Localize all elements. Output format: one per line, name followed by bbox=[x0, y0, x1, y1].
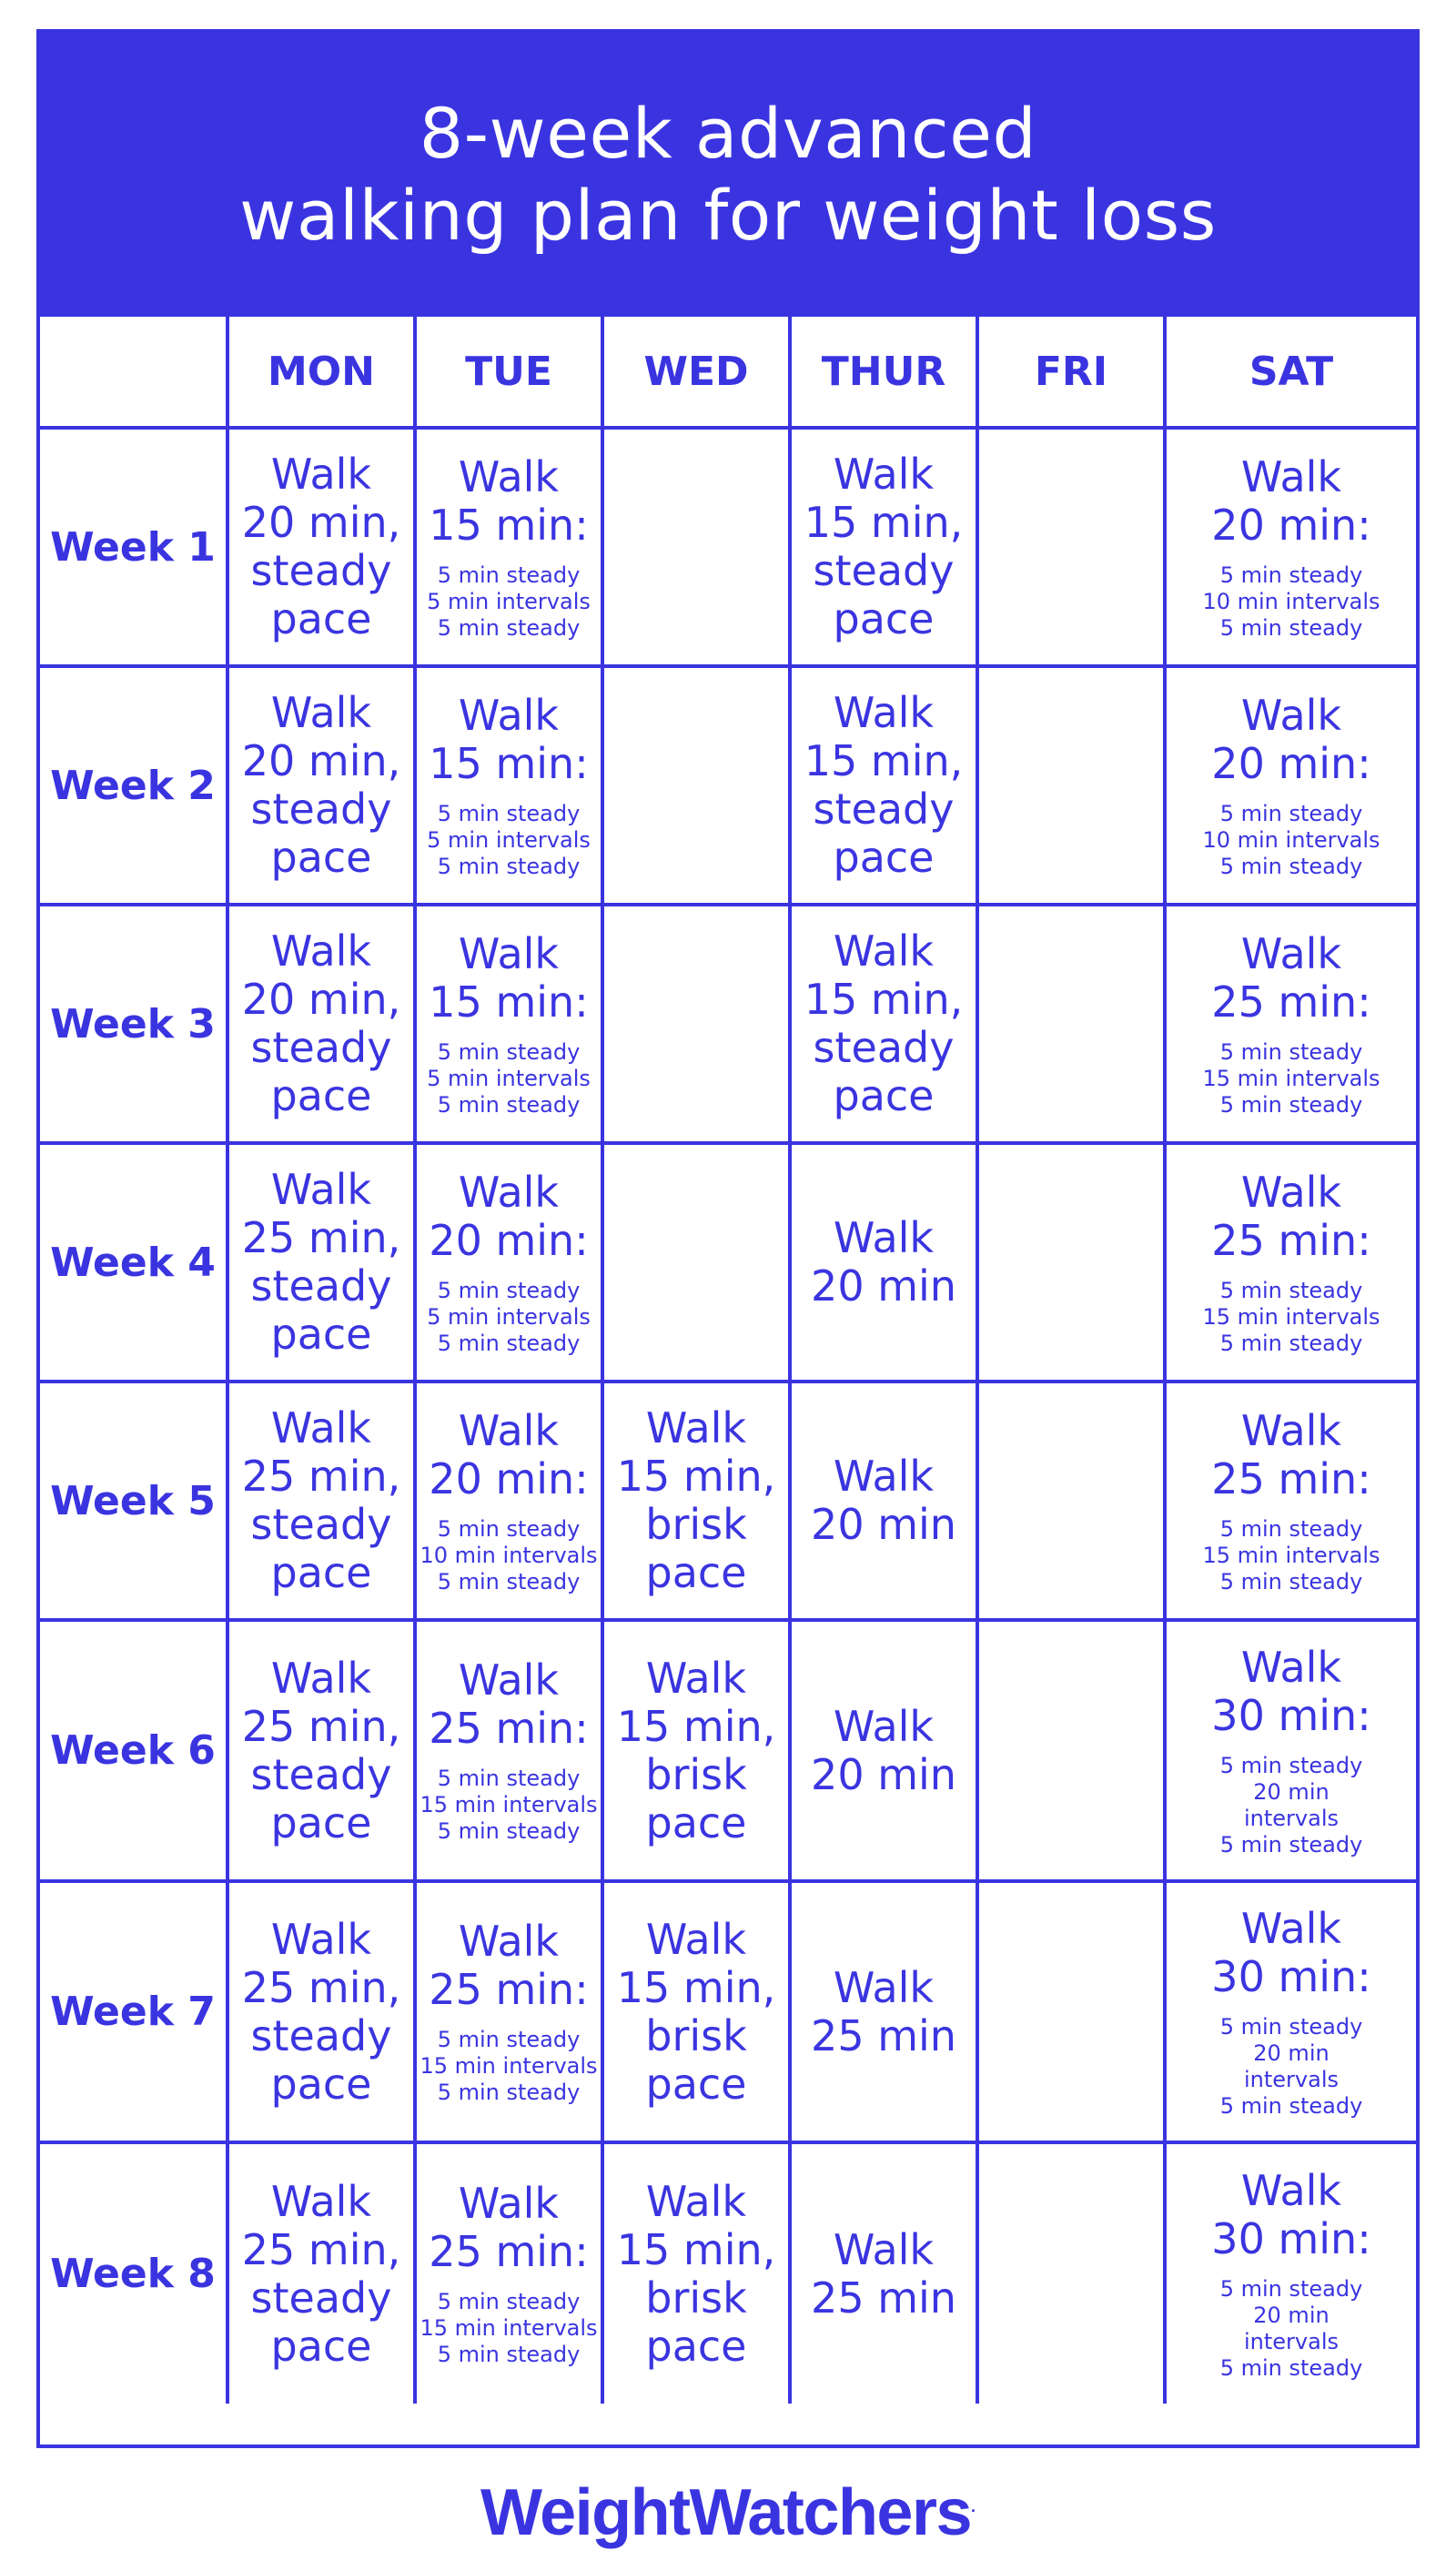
workout-summary: Walk 15 min, steady pace bbox=[804, 450, 964, 643]
workout-summary: Walk 20 min, steady pace bbox=[241, 926, 401, 1120]
day-header-wed: WED bbox=[602, 317, 790, 428]
workout-breakdown: 5 min steady 5 min intervals 5 min steady bbox=[427, 800, 591, 879]
week-row-5 bbox=[40, 1382, 1416, 1620]
cell-content bbox=[792, 1703, 976, 1799]
workout-summary: Walk 20 min: bbox=[1211, 690, 1371, 788]
cell-content bbox=[604, 1916, 788, 2109]
cell-content bbox=[604, 2178, 788, 2371]
cell-week7-fri bbox=[977, 1881, 1165, 2142]
cell-week6-mon bbox=[228, 1620, 415, 1881]
cell-week2-tue bbox=[415, 666, 602, 905]
week-row-3 bbox=[40, 905, 1416, 1143]
title-line-1: 8-week advanced bbox=[419, 93, 1037, 174]
cell-week3-fri bbox=[977, 905, 1165, 1143]
cell-week1-tue bbox=[415, 428, 602, 666]
cell-week8-mon bbox=[228, 2142, 415, 2404]
logo-registered-mark: . bbox=[971, 2497, 976, 2515]
cell-week1-thur bbox=[790, 428, 977, 666]
workout-summary: Walk 25 min: bbox=[1211, 1167, 1371, 1265]
week-label: Week 5 bbox=[40, 1382, 228, 1620]
workout-summary: Walk 15 min: bbox=[429, 451, 589, 550]
cell-week2-sat bbox=[1165, 666, 1416, 905]
cell-content bbox=[229, 1166, 413, 1359]
cell-content bbox=[792, 927, 976, 1120]
week-row-1 bbox=[40, 428, 1416, 666]
day-header-tue: TUE bbox=[415, 317, 602, 428]
workout-summary: Walk 15 min, brisk pace bbox=[616, 1403, 776, 1597]
cell-week8-tue bbox=[415, 2142, 602, 2404]
cell-content bbox=[229, 450, 413, 643]
workout-summary: Walk 25 min: bbox=[429, 1917, 589, 2014]
workout-breakdown: 5 min steady 15 min intervals 5 min steady bbox=[1202, 1515, 1380, 1594]
workout-summary: Walk 20 min: bbox=[429, 1405, 589, 1503]
cell-content bbox=[417, 692, 601, 880]
workout-summary: Walk 15 min, steady pace bbox=[804, 926, 964, 1120]
cell-content bbox=[229, 2178, 413, 2371]
cell-week5-fri bbox=[977, 1382, 1165, 1620]
workout-summary: Walk 25 min, steady pace bbox=[241, 1403, 401, 1597]
cell-week2-wed bbox=[602, 666, 790, 905]
cell-week3-tue bbox=[415, 905, 602, 1143]
cell-week6-sat bbox=[1165, 1620, 1416, 1881]
cell-week5-thur bbox=[790, 1382, 977, 1620]
workout-breakdown: 5 min steady 10 min intervals 5 min steady bbox=[1202, 800, 1380, 879]
workout-summary: Walk 25 min, steady pace bbox=[241, 1914, 401, 2109]
corner-cell bbox=[40, 317, 228, 428]
workout-summary: Walk 15 min: bbox=[429, 690, 589, 788]
workout-breakdown: 5 min steady 15 min intervals 5 min steady bbox=[420, 2289, 598, 2367]
workout-summary: Walk 20 min, steady pace bbox=[241, 688, 401, 882]
cell-content bbox=[792, 2226, 976, 2323]
cell-week1-fri bbox=[977, 428, 1165, 666]
cell-week4-tue bbox=[415, 1143, 602, 1382]
workout-summary: Walk 20 min bbox=[811, 1452, 956, 1549]
cell-week1-sat bbox=[1165, 428, 1416, 666]
cell-week1-wed bbox=[602, 428, 790, 666]
cell-content bbox=[1167, 1905, 1416, 2120]
workout-summary: Walk 25 min bbox=[811, 2224, 956, 2323]
week-row-8 bbox=[40, 2142, 1416, 2404]
cell-content bbox=[1167, 930, 1416, 1119]
cell-content bbox=[1167, 1169, 1416, 1357]
cell-week5-wed bbox=[602, 1382, 790, 1620]
cell-content bbox=[792, 689, 976, 882]
weightwatchers-logo bbox=[0, 2475, 1456, 2550]
cell-week8-fri bbox=[977, 2142, 1165, 2404]
cell-content bbox=[1167, 453, 1416, 642]
workout-breakdown: 5 min steady 5 min intervals 5 min steady bbox=[427, 1277, 591, 1356]
cell-week5-mon bbox=[228, 1382, 415, 1620]
workout-summary: Walk 30 min: bbox=[1211, 2165, 1371, 2263]
week-label: Week 6 bbox=[40, 1620, 228, 1881]
workout-summary: Walk 25 min, steady pace bbox=[241, 1653, 401, 1847]
cell-week1-mon bbox=[228, 428, 415, 666]
cell-content bbox=[229, 1404, 413, 1597]
cell-week6-thur bbox=[790, 1620, 977, 1881]
workout-summary: Walk 30 min: bbox=[1211, 1642, 1371, 1740]
cell-content bbox=[417, 1407, 601, 1595]
cell-content bbox=[1167, 1407, 1416, 1595]
workout-breakdown: 5 min steady 20 min intervals 5 min steady bbox=[1219, 1752, 1363, 1857]
workout-summary: Walk 25 min: bbox=[1211, 928, 1371, 1027]
workout-summary: Walk 15 min, brisk pace bbox=[616, 2176, 776, 2371]
cell-content bbox=[229, 1655, 413, 1847]
workout-breakdown: 5 min steady 5 min intervals 5 min steady bbox=[427, 1038, 591, 1118]
workout-summary: Walk 15 min: bbox=[429, 928, 589, 1027]
cell-content bbox=[792, 1453, 976, 1549]
cell-content bbox=[229, 927, 413, 1120]
workout-breakdown: 5 min steady 10 min intervals 5 min steady bbox=[1202, 562, 1380, 641]
workout-summary: Walk 15 min, brisk pace bbox=[616, 1653, 776, 1847]
cell-week7-tue bbox=[415, 1881, 602, 2142]
day-header-thur: THUR bbox=[790, 317, 977, 428]
workout-summary: Walk 25 min: bbox=[429, 1655, 589, 1753]
week-row-4 bbox=[40, 1143, 1416, 1382]
title-line-2: walking plan for weight loss bbox=[239, 175, 1217, 256]
cell-week4-wed bbox=[602, 1143, 790, 1382]
cell-content bbox=[1167, 2167, 1416, 2382]
header-row bbox=[40, 317, 1416, 428]
cell-content bbox=[417, 1918, 601, 2106]
cell-content bbox=[1167, 1644, 1416, 1858]
cell-content bbox=[229, 1916, 413, 2109]
week-row-2 bbox=[40, 666, 1416, 905]
workout-breakdown: 5 min steady 20 min intervals 5 min steady bbox=[1219, 2013, 1363, 2119]
cell-week2-thur bbox=[790, 666, 977, 905]
workout-summary: Walk 25 min: bbox=[1211, 1405, 1371, 1503]
workout-summary: Walk 20 min: bbox=[429, 1167, 589, 1265]
workout-summary: Walk 20 min, steady pace bbox=[241, 450, 401, 643]
cell-week4-fri bbox=[977, 1143, 1165, 1382]
cell-content bbox=[604, 1655, 788, 1847]
cell-week7-mon bbox=[228, 1881, 415, 2142]
workout-summary: Walk 15 min, steady pace bbox=[804, 688, 964, 882]
workout-summary: Walk 30 min: bbox=[1211, 1903, 1371, 2001]
cell-week6-tue bbox=[415, 1620, 602, 1881]
cell-week2-fri bbox=[977, 666, 1165, 905]
week-label: Week 8 bbox=[40, 2142, 228, 2404]
cell-week5-sat bbox=[1165, 1382, 1416, 1620]
week-label: Week 3 bbox=[40, 905, 228, 1143]
cell-content bbox=[417, 1656, 601, 1845]
cell-week4-sat bbox=[1165, 1143, 1416, 1382]
week-label: Week 2 bbox=[40, 666, 228, 905]
cell-week8-sat bbox=[1165, 2142, 1416, 2404]
day-header-sat: SAT bbox=[1165, 317, 1416, 428]
workout-summary: Walk 20 min: bbox=[1211, 451, 1371, 550]
week-row-6 bbox=[40, 1620, 1416, 1881]
workout-breakdown: 5 min steady 15 min intervals 5 min steady bbox=[420, 2027, 598, 2105]
cell-content bbox=[417, 930, 601, 1119]
cell-content bbox=[417, 2180, 601, 2368]
week-label: Week 4 bbox=[40, 1143, 228, 1382]
workout-summary: Walk 20 min bbox=[811, 1701, 956, 1799]
workout-breakdown: 5 min steady 5 min intervals 5 min steady bbox=[427, 562, 591, 641]
day-header-mon: MON bbox=[228, 317, 415, 428]
cell-week3-mon bbox=[228, 905, 415, 1143]
workout-breakdown: 5 min steady 15 min intervals 5 min steady bbox=[1202, 1277, 1380, 1356]
week-row-7 bbox=[40, 1881, 1416, 2142]
workout-summary: Walk 25 min: bbox=[429, 2179, 589, 2276]
cell-week7-thur bbox=[790, 1881, 977, 2142]
walking-plan-table bbox=[40, 317, 1416, 2404]
week-label: Week 7 bbox=[40, 1881, 228, 2142]
cell-content bbox=[792, 1214, 976, 1311]
workout-breakdown: 5 min steady 20 min intervals 5 min steady bbox=[1219, 2275, 1363, 2381]
workout-summary: Walk 15 min, brisk pace bbox=[616, 1914, 776, 2109]
workout-summary: Walk 20 min bbox=[811, 1213, 956, 1311]
workout-breakdown: 5 min steady 15 min intervals 5 min steady bbox=[420, 1766, 598, 1844]
cell-week8-thur bbox=[790, 2142, 977, 2404]
workout-summary: Walk 25 min bbox=[811, 1962, 956, 2060]
cell-week4-thur bbox=[790, 1143, 977, 1382]
cell-week6-wed bbox=[602, 1620, 790, 1881]
cell-content bbox=[792, 1964, 976, 2060]
cell-week5-tue bbox=[415, 1382, 602, 1620]
cell-content bbox=[417, 453, 601, 642]
plan-frame bbox=[36, 29, 1420, 2448]
cell-week8-wed bbox=[602, 2142, 790, 2404]
logo-wordmark: WeightWatchers bbox=[480, 2476, 972, 2549]
cell-week6-fri bbox=[977, 1620, 1165, 1881]
cell-content bbox=[792, 450, 976, 643]
cell-week3-wed bbox=[602, 905, 790, 1143]
title-banner bbox=[40, 33, 1416, 317]
cell-week7-sat bbox=[1165, 1881, 1416, 2142]
cell-content bbox=[417, 1169, 601, 1357]
cell-week2-mon bbox=[228, 666, 415, 905]
workout-summary: Walk 25 min, steady pace bbox=[241, 2176, 401, 2371]
cell-week4-mon bbox=[228, 1143, 415, 1382]
cell-content bbox=[1167, 692, 1416, 880]
workout-breakdown: 5 min steady 10 min intervals 5 min steady bbox=[420, 1515, 598, 1594]
cell-week7-wed bbox=[602, 1881, 790, 2142]
workout-summary: Walk 25 min, steady pace bbox=[241, 1165, 401, 1359]
day-header-fri: FRI bbox=[977, 317, 1165, 428]
cell-content bbox=[229, 689, 413, 882]
cell-content bbox=[604, 1404, 788, 1597]
cell-week3-sat bbox=[1165, 905, 1416, 1143]
cell-week3-thur bbox=[790, 905, 977, 1143]
week-label: Week 1 bbox=[40, 428, 228, 666]
workout-breakdown: 5 min steady 15 min intervals 5 min steady bbox=[1202, 1038, 1380, 1118]
